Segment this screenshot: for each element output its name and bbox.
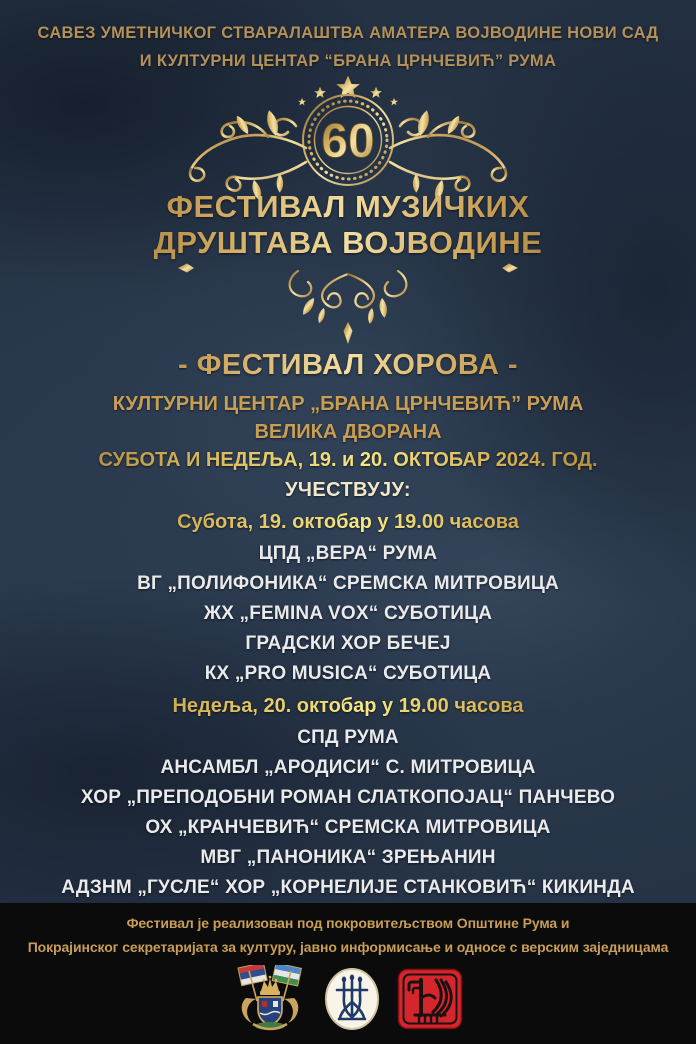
org-line-2: И КУЛТУРНИ ЦЕНТАР “БРАНА ЦРНЧЕВИЋ” РУМА — [139, 52, 557, 70]
choir-line: ЖХ „FEMINA VOX“ СУБОТИЦА — [203, 603, 493, 624]
org-line-1: САВЕЗ УМЕТНИЧКОГ СТВАРАЛАШТВА АМАТЕРА ВОЈВОДИНЕ НОВИ САД — [37, 24, 659, 42]
participants-label: УЧЕСТВУЈУ: — [285, 479, 411, 501]
festival-title-line-1: ФЕСТИВАЛ МУЗИЧКИХ — [0, 189, 696, 225]
anniversary-number: 60 — [321, 115, 375, 168]
day2-heading: Недеља, 20. октобар у 19.00 часова — [0, 695, 696, 718]
venue-line-1: КУЛТУРНИ ЦЕНТАР „БРАНА ЦРНЧЕВИЋ” РУМА — [112, 393, 584, 415]
footer-credit-line-1: Фестивал је реализован под покровитељством Општине Рума и — [126, 915, 570, 931]
choir-line: ГРАДСКИ ХОР БЕЧЕЈ — [245, 633, 451, 654]
choir-line: КХ „PRO MUSICA“ СУБОТИЦА — [204, 663, 492, 684]
footer-credit-line-2: Покрајинског секретаријата за културу, јавно информисање и односе с верским заједницама — [27, 939, 669, 955]
date-line: СУБОТА И НЕДЕЉА, 19. и 20. ОКТОБАР 2024. ГОД. — [0, 449, 696, 472]
flourish-left — [190, 109, 306, 201]
choir-line: АНСАМБЛ „АРОДИСИ“ С. МИТРОВИЦА — [160, 757, 536, 778]
footer-logos — [0, 965, 696, 1033]
culture-secretariat-oval-logo-icon — [323, 966, 381, 1032]
venue-line-2: ВЕЛИКА ДВОРАНА — [254, 421, 442, 443]
choir-line: ОХ „КРАНЧЕВИЋ“ СРЕМСКА МИТРОВИЦА — [145, 817, 551, 838]
flourish-right — [390, 109, 506, 201]
event-title: - ФЕСТИВАЛ ХОРОВА - — [0, 349, 696, 382]
stars-icon — [298, 76, 398, 105]
choir-line: МВГ „ПАНОНИКА“ ЗРЕЊАНИН — [200, 847, 496, 868]
divider-ornament — [178, 258, 518, 350]
choir-line: ВГ „ПОЛИФОНИКА“ СРЕМСКА МИТРОВИЦА — [137, 573, 559, 594]
choir-line: АДЗНМ „ГУСЛЕ“ ХОР „КОРНЕЛИЈЕ СТАНКОВИЋ“ КИКИНДА — [61, 877, 635, 898]
badge-circle — [303, 95, 393, 185]
ruma-coat-of-arms-icon — [233, 965, 307, 1033]
choir-line: ЦПД „ВЕРА“ РУМА — [258, 543, 438, 564]
festival-title-line-2: ДРУШТАВА ВОЈВОДИНЕ — [0, 225, 696, 261]
day1-heading: Субота, 19. октобар у 19.00 часова — [0, 511, 696, 534]
choir-line: СПД РУМА — [297, 727, 399, 748]
footer-bar — [0, 903, 696, 1044]
kc-brana-crncevic-red-logo-icon — [397, 968, 463, 1030]
choir-line: ХОР „ПРЕПОДОБНИ РОМАН СЛАТКОПОЈАЦ“ ПАНЧЕВО — [80, 787, 616, 808]
